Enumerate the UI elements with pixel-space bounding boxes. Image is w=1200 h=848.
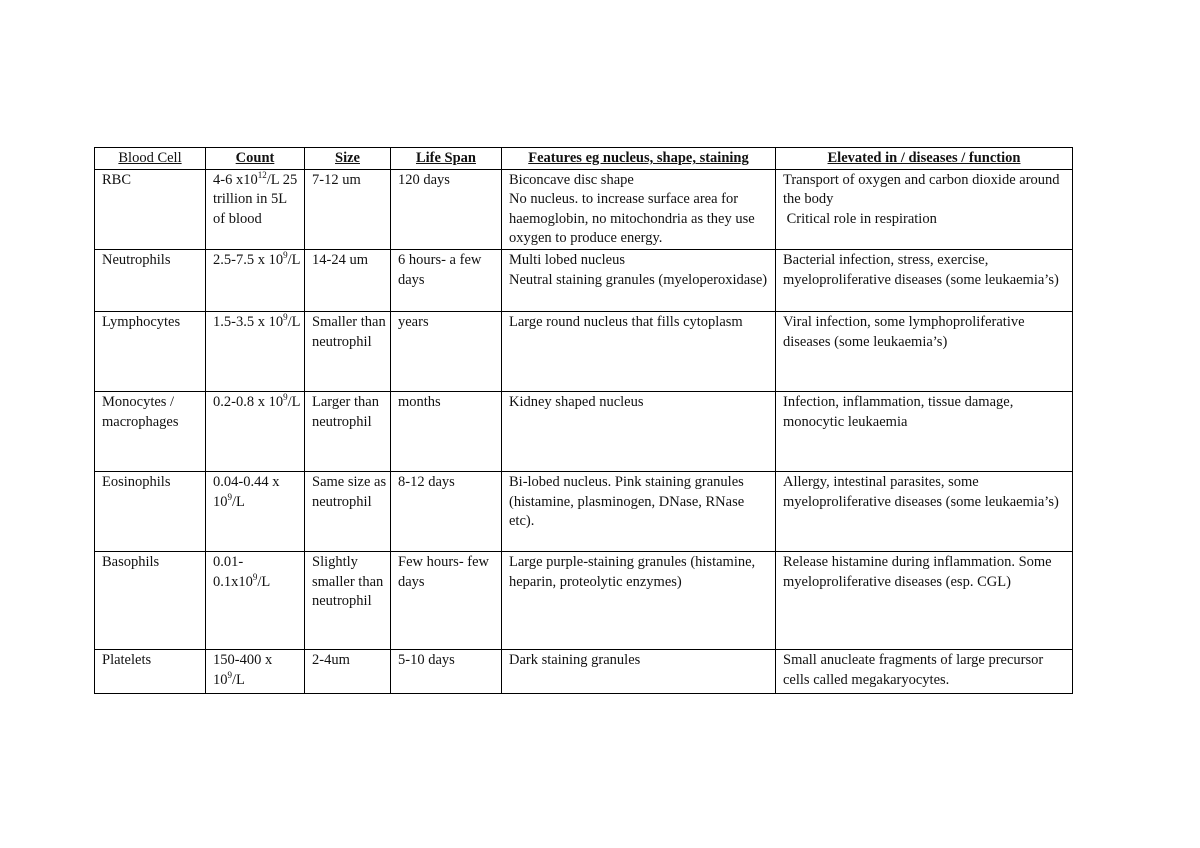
cell-size: 14-24 um [305, 249, 391, 311]
table-row [95, 649, 1073, 693]
cell-features: Dark staining granules [502, 649, 776, 693]
header-row [95, 148, 1073, 170]
cell-life-span: months [391, 391, 502, 471]
cell-size: Smaller than neutrophil [305, 311, 391, 391]
cell-name: RBC [95, 169, 206, 249]
header-size: Size [305, 148, 391, 170]
cell-elevated: Small anucleate fragments of large precursor cells called megakaryocytes. [776, 649, 1073, 693]
table-row [95, 249, 1073, 311]
cell-life-span: 5-10 days [391, 649, 502, 693]
cell-life-span: years [391, 311, 502, 391]
cell-size: Larger than neutrophil [305, 391, 391, 471]
cell-count: 1.5-3.5 x $10^9/L$ [206, 311, 305, 391]
cell-name: Lymphocytes [95, 311, 206, 391]
table-row [95, 551, 1073, 649]
cell-count: 0.2-0.8 x $10^9/L$ [206, 391, 305, 471]
cell-features: Large round nucleus that fills cytoplasm [502, 311, 776, 391]
table-row [95, 311, 1073, 391]
header-features: Features eg nucleus, shape, staining [502, 148, 776, 170]
cell-features: Large purple-staining granules (histamine, heparin, proteolytic enzymes) [502, 551, 776, 649]
cell-elevated: Bacterial infection, stress, exercise, myeloproliferative diseases (some leukaemia’s) [776, 249, 1073, 311]
cell-life-span: 120 days [391, 169, 502, 249]
cell-size: Slightly smaller than neutrophil [305, 551, 391, 649]
header-elevated: Elevated in / diseases / function [776, 148, 1073, 170]
table-row [95, 391, 1073, 471]
cell-size: Same size as neutrophil [305, 471, 391, 551]
header-life-span: Life Span [391, 148, 502, 170]
cell-name: Eosinophils [95, 471, 206, 551]
cell-name: Basophils [95, 551, 206, 649]
header-blood-cell: Blood Cell [95, 148, 206, 170]
table-row [95, 169, 1073, 249]
cell-count: 2.5-7.5 x $10^9/L$ [206, 249, 305, 311]
cell-name: Monocytes / macrophages [95, 391, 206, 471]
cell-features: Biconcave disc shape No nucleus. to increase surface area for haemoglobin, no mitochondria as they use oxygen to produce energy. [502, 169, 776, 249]
cell-count: 4-6 $x10^{12}/L$ 25 trillion in 5L of blood [206, 169, 305, 249]
cell-size: 7-12 um [305, 169, 391, 249]
cell-features: Kidney shaped nucleus [502, 391, 776, 471]
blood-cell-table [94, 147, 1073, 694]
cell-count: 0.04-0.44 x $10^9/L$ [206, 471, 305, 551]
cell-life-span: 8-12 days [391, 471, 502, 551]
cell-size: 2-4um [305, 649, 391, 693]
cell-elevated: Allergy, intestinal parasites, some myeloproliferative diseases (some leukaemia’s) [776, 471, 1073, 551]
header-count: Count [206, 148, 305, 170]
count-extra: 25 trillion in 5L of blood [213, 171, 298, 227]
cell-name: Platelets [95, 649, 206, 693]
cell-elevated: Release histamine during inflammation. Some myeloproliferative diseases (esp. CGL) [776, 551, 1073, 649]
table-row [95, 471, 1073, 551]
cell-count: 0.01- $0.1x10^9/L$ [206, 551, 305, 649]
cell-count: 150-400 x $10^9/L$ [206, 649, 305, 693]
cell-life-span: 6 hours- a few days [391, 249, 502, 311]
cell-features: Multi lobed nucleus Neutral staining granules (myeloperoxidase) [502, 249, 776, 311]
cell-elevated: Transport of oxygen and carbon dioxide around the body Critical role in respiration [776, 169, 1073, 249]
cell-features: Bi-lobed nucleus. Pink staining granules (histamine, plasminogen, DNase, RNase etc). [502, 471, 776, 551]
cell-elevated: Viral infection, some lymphoproliferative diseases (some leukaemia’s) [776, 311, 1073, 391]
cell-life-span: Few hours- few days [391, 551, 502, 649]
cell-name: Neutrophils [95, 249, 206, 311]
cell-elevated: Infection, inflammation, tissue damage, monocytic leukaemia [776, 391, 1073, 471]
